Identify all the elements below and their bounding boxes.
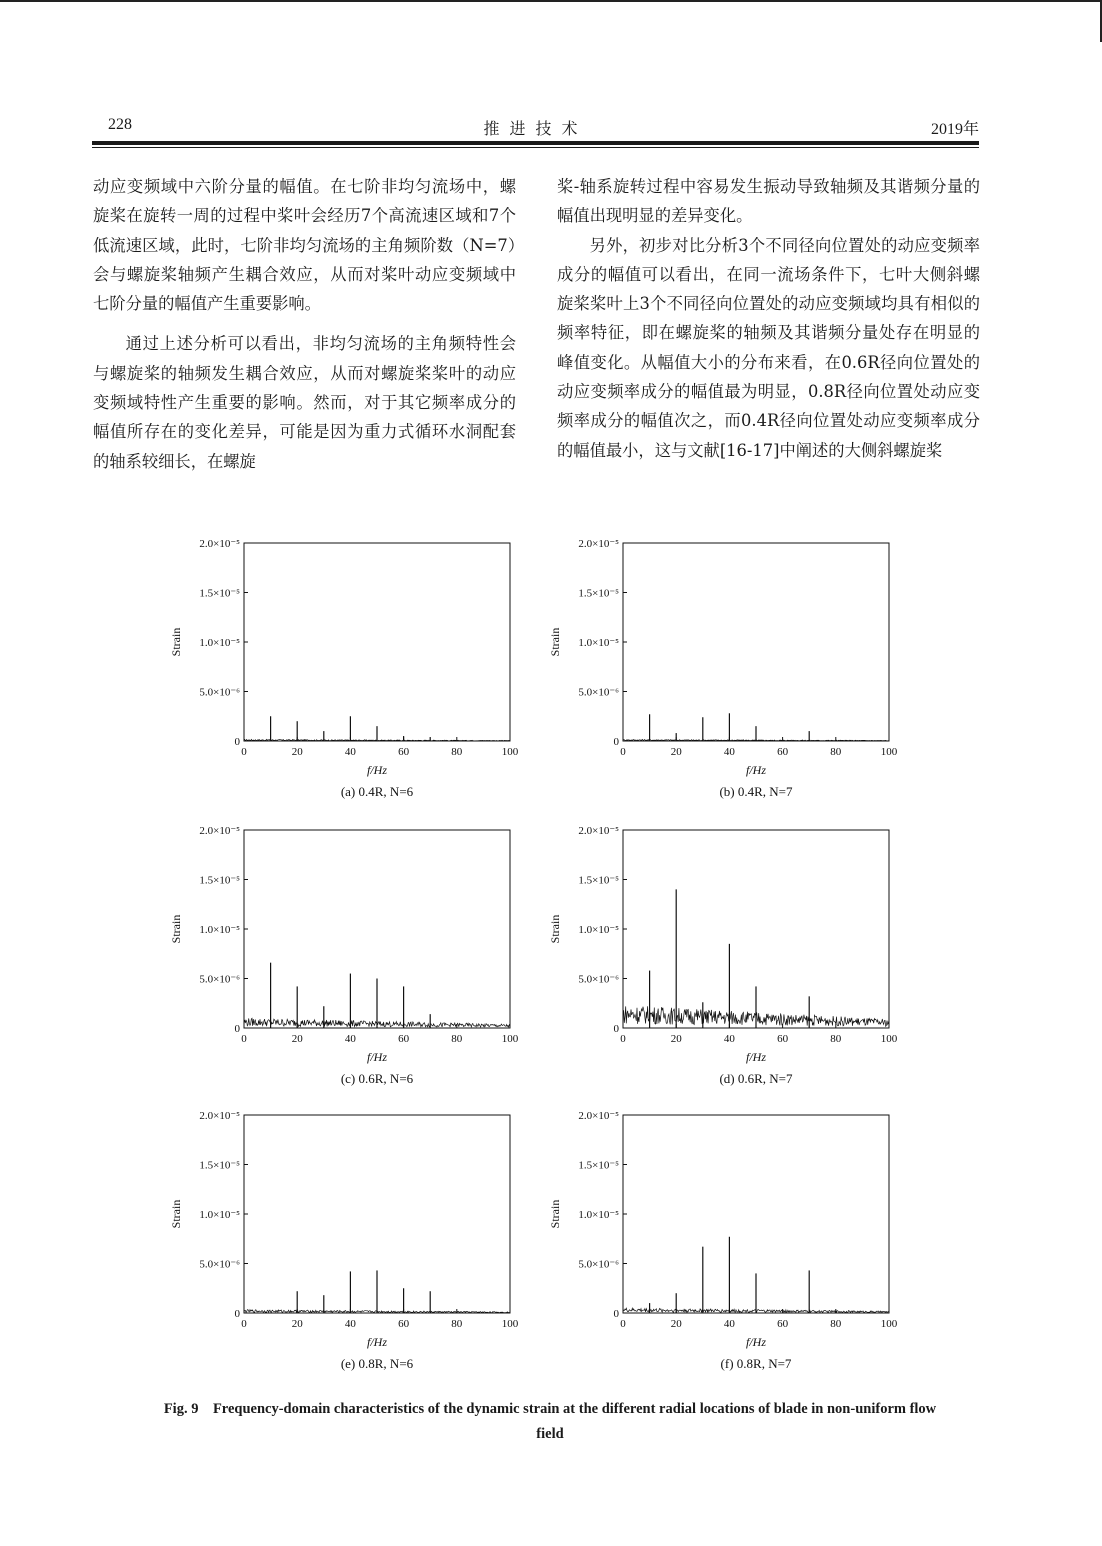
y-tick-label: 1.5×10⁻⁵ bbox=[199, 874, 240, 887]
chart-panel bbox=[548, 538, 898, 799]
x-tick-label: 40 bbox=[723, 1318, 735, 1330]
x-axis-label: f/Hz bbox=[745, 1050, 767, 1064]
x-tick-label: 60 bbox=[398, 1033, 410, 1045]
x-axis-label: f/Hz bbox=[366, 1050, 388, 1064]
x-tick-label: 60 bbox=[777, 1033, 789, 1045]
y-tick-label: 1.0×10⁻⁵ bbox=[578, 924, 619, 936]
y-tick-label: 1.5×10⁻⁵ bbox=[578, 874, 619, 887]
y-tick-label: 1.0×10⁻⁵ bbox=[199, 637, 240, 649]
y-tick-label: 1.5×10⁻⁵ bbox=[578, 587, 619, 600]
panel-subtitle: (a) 0.4R, N=6 bbox=[340, 784, 414, 799]
header-year: 2019年 bbox=[930, 121, 979, 138]
right-paragraph-2: 另外，初步对比分析3个不同径向位置处的动应变频率成分的幅值可以看出，在同一流场条件下，七叶大侧斜螺旋桨桨叶上3个不同径向位置处的动应变频域均具有相似的频率特征，即在螺旋桨的轴频及其谐频分量处存在明显的峰值变化。从幅值大小的分布来看，在0.6R径向位置处的动应变频率成分的幅值最为明显，0.8R径向位置处动应变频率成分的幅值次之，而0.4R径向位置处动应变频率成分的幅值最小，这与文献[16-17]中阐述的大侧斜螺旋桨 bbox=[557, 235, 980, 460]
x-tick-label: 100 bbox=[501, 1033, 519, 1045]
y-tick-label: 5.0×10⁻⁶ bbox=[578, 1258, 619, 1271]
x-tick-label: 40 bbox=[723, 746, 735, 758]
right-paragraph-1: 桨-轴系旋转过程中容易发生振动导致轴频及其谐频分量的幅值出现明显的差异变化。 bbox=[557, 177, 980, 226]
y-axis-label: Strain bbox=[548, 914, 562, 944]
panel-subtitle: (c) 0.6R, N=6 bbox=[340, 1071, 414, 1086]
y-axis-label: Strain bbox=[548, 627, 562, 657]
y-tick-label: 2.0×10⁻⁵ bbox=[199, 825, 240, 837]
x-tick-label: 20 bbox=[670, 1318, 682, 1330]
y-tick-label: 0 bbox=[613, 1023, 619, 1035]
y-tick-label: 1.0×10⁻⁵ bbox=[199, 924, 240, 936]
x-tick-label: 0 bbox=[241, 746, 247, 758]
x-tick-label: 20 bbox=[670, 1033, 682, 1045]
left-paragraph-1: 动应变频域中六阶分量的幅值。在七阶非均匀流场中，螺旋桨在旋转一周的过程中桨叶会经历7个高流速区域和7个低流速区域，此时，七阶非均匀流场的主角频阶数（N=7）会与螺旋桨轴频产生耦合效应，从而对桨叶动应变频域中七阶分量的幅值产生重要影响。 bbox=[93, 177, 516, 314]
chart-panel bbox=[548, 1110, 898, 1371]
y-tick-label: 2.0×10⁻⁵ bbox=[578, 825, 619, 837]
y-tick-label: 5.0×10⁻⁶ bbox=[199, 973, 240, 986]
y-tick-label: 0 bbox=[234, 1308, 240, 1320]
y-tick-label: 2.0×10⁻⁵ bbox=[199, 1110, 240, 1122]
x-axis-label: f/Hz bbox=[745, 1335, 767, 1349]
y-tick-label: 5.0×10⁻⁶ bbox=[199, 1258, 240, 1271]
chart-panel bbox=[169, 538, 519, 799]
x-axis-label: f/Hz bbox=[366, 1335, 388, 1349]
left-paragraph-2: 通过上述分析可以看出，非均匀流场的主角频特性会与螺旋桨的轴频发生耦合效应，从而对螺旋桨桨叶的动应变频域特性产生重要的影响。然而，对于其它频率成分的幅值所存在的变化差异，可能是因为重力式循环水洞配套的轴系较细长，在螺旋 bbox=[93, 334, 516, 471]
y-tick-label: 0 bbox=[234, 736, 240, 748]
y-tick-label: 1.5×10⁻⁵ bbox=[199, 1159, 240, 1172]
x-tick-label: 60 bbox=[777, 1318, 789, 1330]
x-tick-label: 100 bbox=[501, 1318, 519, 1330]
x-axis-label: f/Hz bbox=[745, 763, 767, 777]
x-tick-label: 0 bbox=[241, 1318, 247, 1330]
x-tick-label: 20 bbox=[291, 746, 303, 758]
y-tick-label: 5.0×10⁻⁶ bbox=[578, 686, 619, 699]
plot-frame bbox=[623, 543, 889, 741]
y-axis-label: Strain bbox=[169, 1199, 183, 1229]
y-tick-label: 0 bbox=[613, 736, 619, 748]
x-tick-label: 100 bbox=[880, 1318, 898, 1330]
x-tick-label: 60 bbox=[398, 1318, 410, 1330]
y-axis-label: Strain bbox=[548, 1199, 562, 1229]
y-tick-label: 1.0×10⁻⁵ bbox=[578, 637, 619, 649]
y-tick-label: 0 bbox=[613, 1308, 619, 1320]
x-tick-label: 60 bbox=[777, 746, 789, 758]
x-tick-label: 100 bbox=[880, 1033, 898, 1045]
y-tick-label: 2.0×10⁻⁵ bbox=[578, 538, 619, 550]
x-tick-label: 80 bbox=[830, 1318, 842, 1330]
x-tick-label: 20 bbox=[291, 1318, 303, 1330]
x-tick-label: 20 bbox=[670, 746, 682, 758]
y-tick-label: 0 bbox=[234, 1023, 240, 1035]
panel-subtitle: (e) 0.8R, N=6 bbox=[340, 1356, 414, 1371]
x-tick-label: 60 bbox=[398, 746, 410, 758]
y-tick-label: 1.0×10⁻⁵ bbox=[199, 1209, 240, 1221]
y-tick-label: 1.5×10⁻⁵ bbox=[199, 587, 240, 600]
y-tick-label: 5.0×10⁻⁶ bbox=[578, 973, 619, 986]
journal-title: 推进技术 bbox=[483, 119, 588, 138]
x-tick-label: 80 bbox=[451, 1318, 463, 1330]
y-axis-label: Strain bbox=[169, 627, 183, 657]
x-tick-label: 80 bbox=[451, 746, 463, 758]
x-tick-label: 20 bbox=[291, 1033, 303, 1045]
x-tick-label: 80 bbox=[830, 1033, 842, 1045]
x-tick-label: 100 bbox=[501, 746, 519, 758]
plot-frame bbox=[244, 543, 510, 741]
x-tick-label: 0 bbox=[620, 746, 626, 758]
y-tick-label: 1.5×10⁻⁵ bbox=[578, 1159, 619, 1172]
x-tick-label: 40 bbox=[344, 746, 356, 758]
chart-panel bbox=[548, 825, 898, 1086]
x-tick-label: 0 bbox=[620, 1033, 626, 1045]
y-tick-label: 5.0×10⁻⁶ bbox=[199, 686, 240, 699]
y-tick-label: 2.0×10⁻⁵ bbox=[578, 1110, 619, 1122]
y-tick-label: 1.0×10⁻⁵ bbox=[578, 1209, 619, 1221]
panel-subtitle: (b) 0.4R, N=7 bbox=[719, 784, 793, 799]
x-tick-label: 80 bbox=[830, 746, 842, 758]
x-tick-label: 40 bbox=[723, 1033, 735, 1045]
x-tick-label: 80 bbox=[451, 1033, 463, 1045]
panel-subtitle: (d) 0.6R, N=7 bbox=[719, 1071, 793, 1086]
y-axis-label: Strain bbox=[169, 914, 183, 944]
x-tick-label: 100 bbox=[880, 746, 898, 758]
figure-caption: Fig. 9 Frequency-domain characteristics of the dynamic strain at the different radial locations of blade in non-uniform flow field bbox=[163, 1401, 937, 1442]
chart-panel bbox=[169, 1110, 519, 1371]
panel-subtitle: (f) 0.8R, N=7 bbox=[720, 1356, 792, 1371]
x-axis-label: f/Hz bbox=[366, 763, 388, 777]
x-tick-label: 40 bbox=[344, 1318, 356, 1330]
x-tick-label: 40 bbox=[344, 1033, 356, 1045]
chart-panel bbox=[169, 825, 519, 1086]
page-number: 228 bbox=[108, 116, 132, 133]
x-tick-label: 0 bbox=[241, 1033, 247, 1045]
y-tick-label: 2.0×10⁻⁵ bbox=[199, 538, 240, 550]
x-tick-label: 0 bbox=[620, 1318, 626, 1330]
